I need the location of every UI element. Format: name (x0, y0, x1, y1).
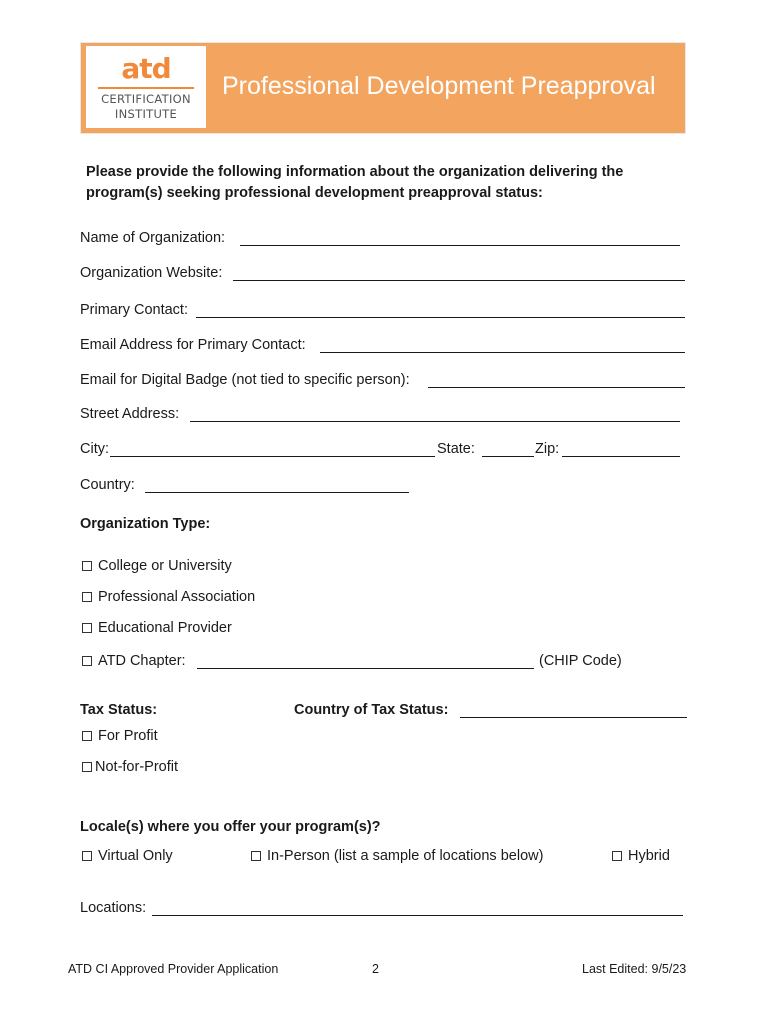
street-field[interactable] (190, 421, 680, 422)
checkbox-icon[interactable] (82, 851, 92, 861)
logo-divider (98, 87, 194, 89)
virtual-label: Virtual Only (98, 848, 173, 864)
checkbox-icon[interactable] (82, 762, 92, 772)
checkbox-icon[interactable] (82, 592, 92, 602)
primary-contact-field[interactable] (196, 317, 685, 318)
tax-country-label: Country of Tax Status: (294, 702, 449, 718)
primary-email-label: Email Address for Primary Contact: (80, 337, 306, 353)
primary-contact-label: Primary Contact: (80, 302, 188, 318)
org-name-field[interactable] (240, 245, 680, 246)
chapter-option[interactable] (82, 653, 186, 669)
not-for-profit-label: Not-for-Profit (95, 759, 178, 775)
street-label: Street Address: (80, 406, 180, 422)
org-name-label: Name of Organization: (80, 230, 226, 246)
country-label: Country: (80, 477, 135, 493)
logo-line-2: INSTITUTE (114, 107, 178, 121)
logo-mark: atd (121, 52, 171, 85)
badge-email-label: Email for Digital Badge (not tied to specific person): (80, 372, 410, 388)
last-edited: Last Edited: 9/5/23 (582, 962, 687, 976)
college-option[interactable] (82, 558, 232, 574)
city-label: City: (80, 441, 109, 457)
locations-field[interactable] (152, 915, 683, 916)
virtual-option[interactable] (82, 848, 173, 864)
in-person-option[interactable] (251, 848, 543, 864)
checkbox-icon[interactable] (82, 656, 92, 666)
for-profit-option[interactable] (82, 728, 158, 744)
educational-option[interactable] (82, 620, 232, 636)
website-label: Organization Website: (80, 265, 223, 281)
state-label: State: (437, 441, 475, 457)
country-field[interactable] (145, 492, 409, 493)
association-option[interactable] (82, 589, 255, 605)
not-for-profit-option[interactable] (82, 759, 178, 775)
org-type-heading: Organization Type: (80, 516, 211, 532)
page-title: Professional Development Preapproval (222, 72, 656, 100)
checkbox-icon[interactable] (82, 623, 92, 633)
tax-country-field[interactable] (460, 717, 687, 718)
intro-text: Please provide the following information about the organization delivering the program(s) seeking professional development preapproval status: (86, 164, 624, 201)
checkbox-icon[interactable] (251, 851, 261, 861)
locations-label: Locations: (80, 900, 147, 916)
chapter-label: ATD Chapter: (98, 653, 186, 669)
atd-logo (86, 46, 206, 128)
hybrid-label: Hybrid (628, 848, 670, 864)
footer-title: ATD CI Approved Provider Application (68, 962, 279, 976)
checkbox-icon[interactable] (82, 561, 92, 571)
chip-code-label: (CHIP Code) (539, 653, 622, 669)
website-field[interactable] (233, 280, 685, 281)
primary-email-field[interactable] (320, 352, 685, 353)
checkbox-icon[interactable] (612, 851, 622, 861)
chip-code-field[interactable] (197, 668, 534, 669)
hybrid-option[interactable] (612, 848, 670, 864)
zip-field[interactable] (562, 456, 680, 457)
educational-label: Educational Provider (98, 620, 232, 636)
for-profit-label: For Profit (98, 728, 158, 744)
zip-label: Zip: (535, 441, 560, 457)
locale-heading: Locale(s) where you offer your program(s)? (80, 819, 381, 835)
tax-status-heading: Tax Status: (80, 702, 158, 718)
checkbox-icon[interactable] (82, 731, 92, 741)
badge-email-field[interactable] (428, 387, 685, 388)
state-field[interactable] (482, 456, 534, 457)
logo-line-1: CERTIFICATION (101, 92, 191, 106)
association-label: Professional Association (98, 589, 256, 605)
college-label: College or University (98, 558, 232, 574)
city-field[interactable] (110, 456, 435, 457)
in-person-label: In-Person (list a sample of locations below) (267, 848, 544, 864)
page-number: 2 (372, 962, 379, 976)
